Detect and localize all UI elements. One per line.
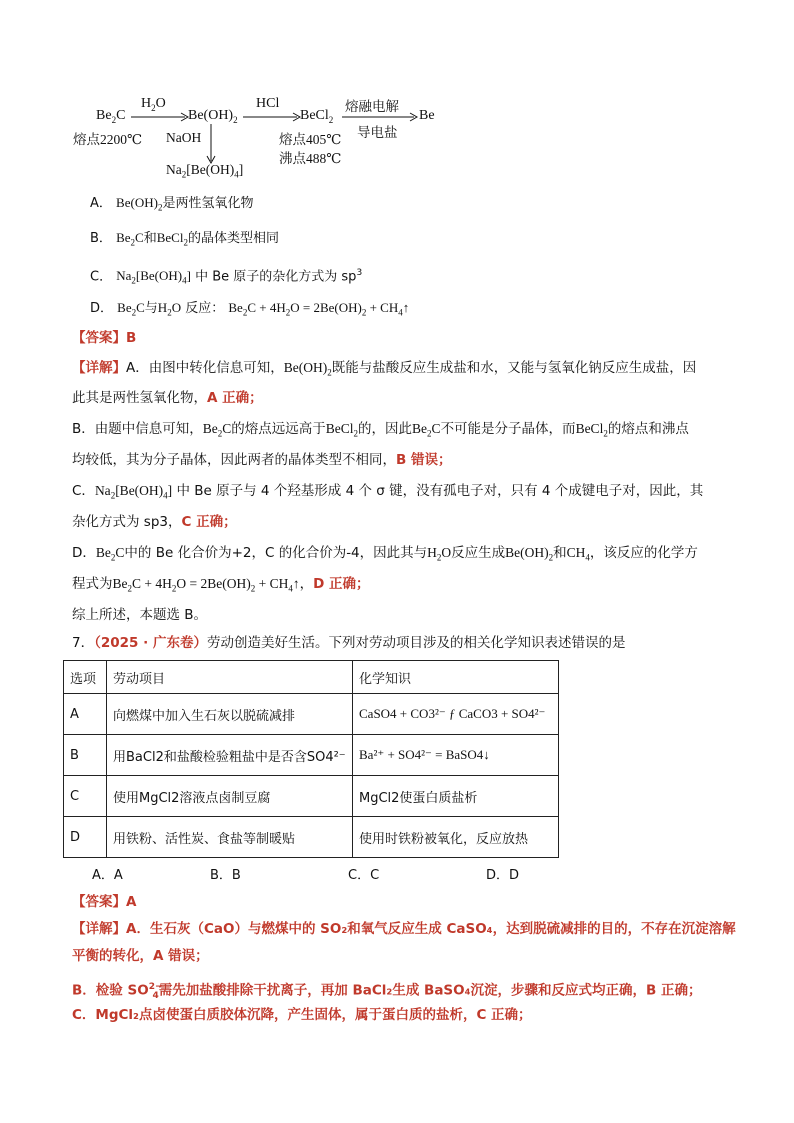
table-row bbox=[64, 776, 559, 817]
q7-detail-line-4: C．MgCl₂点卤使蛋白质胶体沉降，产生固体，属于蛋白质的盐析，C 正确； bbox=[72, 1007, 532, 1023]
q6-option-a: A． $Be(OH)_2$是两性氢氧化物 bbox=[90, 195, 254, 213]
table-cell-project: 使用MgCl2溶液点卤制豆腐 bbox=[107, 776, 353, 817]
q6-answer: 【答案】B bbox=[72, 330, 137, 346]
beoh2-formula: $Be(OH)_2$ bbox=[188, 108, 238, 125]
q7-choice-d: D．D bbox=[486, 868, 520, 883]
becl2-boiling-point: 沸点488℃ bbox=[279, 151, 342, 166]
q7-detail-line-2: 平衡的转化，A 错误； bbox=[72, 948, 209, 964]
q6-option-b: B． $Be_2C$和BeCl$_2$的晶体类型相同 bbox=[90, 230, 279, 248]
na2beoh4-formula: $Na_2[Be(OH)_4]$ bbox=[166, 162, 244, 180]
table-cell-project: 用铁粉、活性炭、食盐等制暖贴 bbox=[107, 817, 353, 858]
arrow-right-icon bbox=[131, 112, 189, 122]
table-header-cell: 劳动项目 bbox=[107, 661, 353, 694]
q6-detail-line-3: B．由题中信息可知，$Be_2C$的熔点远远高于BeCl$_2$的，因此$Be_2C$不可能是分子晶体，而BeCl$_2$的熔点和沸点 bbox=[72, 421, 689, 439]
be2c-melting-point: 熔点2200℃ bbox=[73, 132, 143, 147]
table-row bbox=[64, 694, 559, 735]
arrow-down-icon bbox=[206, 124, 216, 164]
becl2-melting-point: 熔点405℃ bbox=[279, 132, 342, 147]
q6-detail-line-2: 此其是两性氢氧化物，A 正确； bbox=[72, 390, 263, 406]
h2o-reagent: $H_2O$ bbox=[141, 96, 166, 113]
q7-choice-b: B．B bbox=[210, 868, 241, 883]
hcl-reagent: HCl bbox=[256, 96, 280, 111]
q6-summary: 综上所述，本题选 B。 bbox=[72, 607, 208, 623]
table-cell-knowledge: 使用时铁粉被氧化，反应放热 bbox=[353, 817, 559, 858]
q6-detail-line-7: D．$Be_2C$中的 Be 化合价为+2，C 的化合价为-4，因此其与$H_2O$反应生成$Be(OH)_2$和$CH_4$，该反应的化学方 bbox=[72, 545, 698, 563]
naoh-reagent: NaOH bbox=[166, 130, 202, 145]
table-cell-option: A bbox=[64, 694, 107, 735]
q6-detail-line-6: 杂化方式为 sp3，C 正确； bbox=[72, 514, 237, 530]
table-cell-knowledge: Ba²⁺ + SO4²⁻ = BaSO4↓ bbox=[353, 735, 559, 776]
q6-detail-line-1: 【详解】A．由图中转化信息可知，$Be(OH)_2$既能与盐酸反应生成盐和水，又能与氢氧化钠反应生成盐，因 bbox=[72, 360, 697, 378]
q7-detail-line-1: 【详解】A．生石灰（CaO）与燃煤中的 SO₂和氧气反应生成 CaSO₄，达到脱硫减排的目的，不存在沉淀溶解 bbox=[72, 921, 736, 937]
electrolysis-condition: 熔融电解 bbox=[345, 99, 399, 114]
table-header-cell: 选项 bbox=[64, 661, 107, 694]
arrow-right-icon bbox=[243, 112, 301, 122]
q6-detail-line-8: 程式为$Be_2C + 4H_2O = 2Be(OH)_2$ + $CH_4↑$，D 正确； bbox=[72, 576, 370, 594]
table-header-cell: 化学知识 bbox=[353, 661, 559, 694]
be2c-formula: $Be_2C$ bbox=[96, 108, 126, 125]
table-cell-option: D bbox=[64, 817, 107, 858]
table-cell-knowledge: CaSO4 + CO3²⁻ ƒ CaCO3 + SO4²⁻ bbox=[353, 694, 559, 735]
q7-answer: 【答案】A bbox=[72, 894, 137, 910]
table-cell-project: 向燃煤中加入生石灰以脱硫减排 bbox=[107, 694, 353, 735]
table-cell-knowledge: MgCl2使蛋白质盐析 bbox=[353, 776, 559, 817]
table-header-row bbox=[64, 661, 559, 694]
q6-detail-line-4: 均较低，其为分子晶体，因此两者的晶体类型不相同，B 错误； bbox=[72, 452, 452, 468]
q7-choice-a: A．A bbox=[92, 868, 123, 883]
becl2-formula: BeCl$_2$ bbox=[300, 108, 334, 125]
q6-detail-line-5: C．$Na_2[Be(OH)_4]$ 中 Be 原子与 4 个羟基形成 4 个 σ 键，没有孤电子对，只有 4 个成键电子对，因此，其 bbox=[72, 483, 704, 501]
table-cell-project: 用BaCl2和盐酸检验粗盐中是否含SO4²⁻ bbox=[107, 735, 353, 776]
be-product: Be bbox=[419, 108, 435, 123]
q6-option-c: C． $Na_2[Be(OH)_4]$ 中 Be 原子的杂化方式为 $sp^3$ bbox=[90, 268, 363, 286]
table-cell-option: B bbox=[64, 735, 107, 776]
q7-stem: 7．（2025 · 广东卷）劳动创造美好生活。下列对劳动项目涉及的相关化学知识表述错误的是 bbox=[72, 635, 626, 651]
q7-choice-c: C．C bbox=[348, 868, 380, 883]
q7-table bbox=[63, 660, 559, 858]
table-cell-option: C bbox=[64, 776, 107, 817]
conductive-salt-condition: 导电盐 bbox=[357, 125, 398, 140]
table-row bbox=[64, 817, 559, 858]
q7-detail-line-3: B．检验 $SO^{2-}_4$需先加盐酸排除干扰离子，再加 BaCl₂生成 BaSO₄沉淀，步骤和反应式均正确，B 正确； bbox=[72, 982, 702, 1002]
q6-option-d: D． $Be_2C$与$H_2O$ 反应： $Be_2C + 4H_2O = 2Be(OH)_2$ + $CH_4↑$ bbox=[90, 300, 410, 318]
table-row bbox=[64, 735, 559, 776]
